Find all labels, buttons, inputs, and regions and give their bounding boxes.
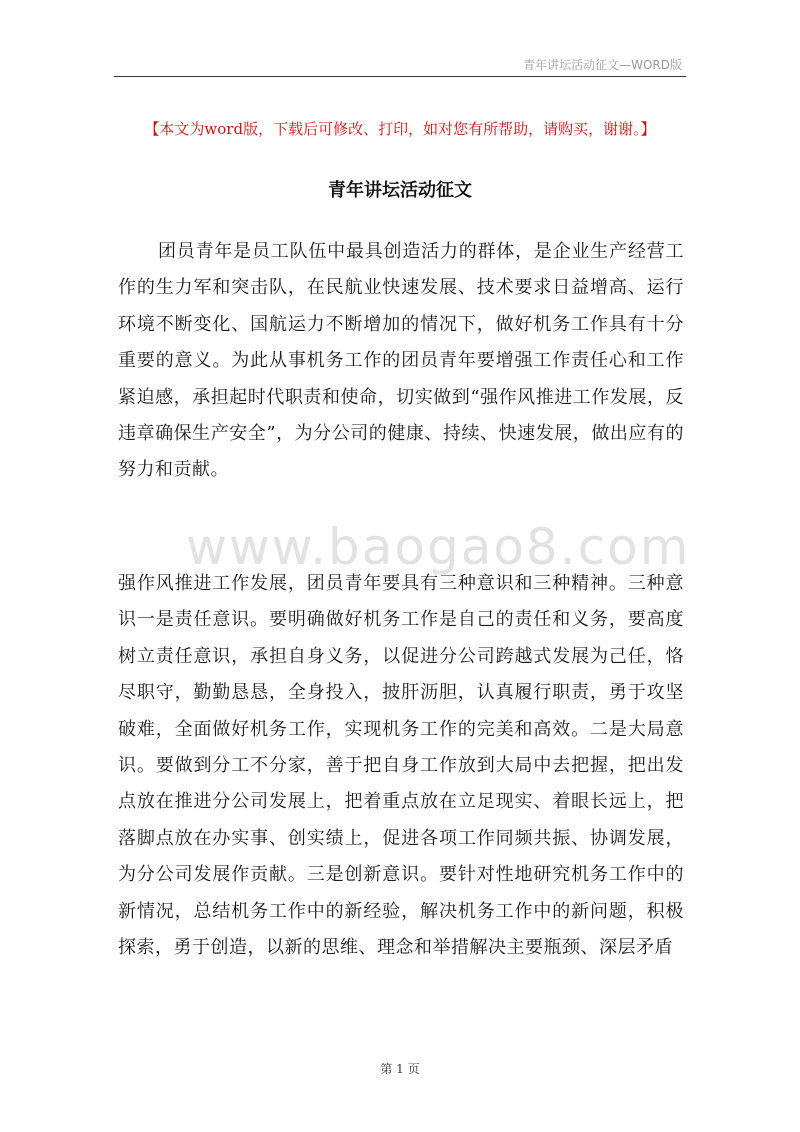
watermark-text: www.baogao8.com [186,518,691,576]
header-divider [114,76,686,77]
document-title: 青年讲坛活动征文 [328,180,472,201]
paragraph-2: 强作风推进工作发展，团员青年要具有三种意识和三种精神。三种意识一是责任意识。要明确做好机务工作是自己的责任和义务，要高度树立责任意识，承担自身义务，以促进分公司跨越式发展为己任，恪尽职守，勤勤恳恳，全身投入，披肝沥胆，认真履行职责，勇于攻坚破难，全面做好机务工作，实现机务工作的完美和高效。二是大局意识。要做到分工不分家，善于把自身工作放到大局中去把握，把出发点放在推进分公司发展上，把着重点放在立足现实、着眼长远上，把落脚点放在办实事、创实绩上，促进各项工作同频共振、协调发展，为分公司发展作贡献。三是创新意识。要针对性地研究机务工作中的新情况，总结机务工作中的新经验，解决机务工作中的新问题，积极探索，勇于创造，以新的思维、理念和举措解决主要瓶颈、深层矛盾 [118,573,684,959]
header-title: 青年讲坛活动征文—WORD版 [523,58,682,72]
page-number: 第 1 页 [380,1062,420,1076]
paragraph-1: 团员青年是员工队伍中最具创造活力的群体，是企业生产经营工作的生力军和突击队，在民航业快速发展、技术要求日益增高、运行环境不断变化、国航运力不断增加的情况下，做好机务工作具有十分重要的意义。为此从事机务工作的团员青年要增强工作责任心和工作紧迫感，承担起时代职责和使命，切实做到“强作风推进工作发展，反违章确保生产安全”，为分公司的健康、持续、快速发展，做出应有的努力和贡献。 [118,241,684,481]
purchase-notice: 【本文为word版，下载后可修改、打印，如对您有所帮助，请购买，谢谢。】 [144,120,656,138]
